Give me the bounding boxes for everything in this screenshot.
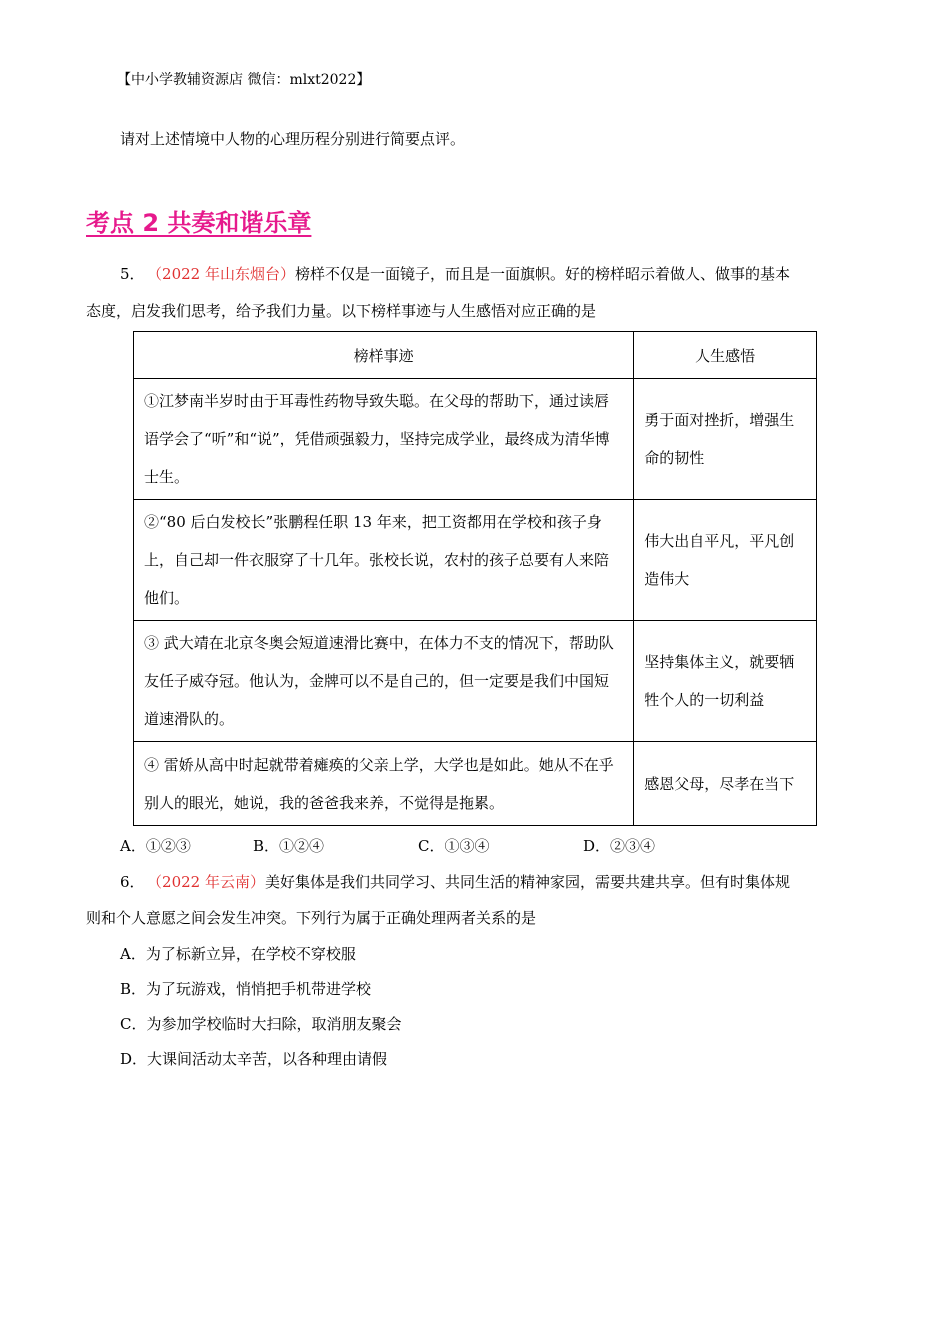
intro-text: 请对上述情境中人物的心理历程分别进行简要点评。	[120, 130, 466, 148]
table-row	[134, 379, 817, 500]
option-d[interactable]: D．大课间活动太辛苦，以各种理由请假	[120, 1050, 388, 1068]
deed-cell: ①江梦南半岁时由于耳毒性药物导致失聪。在父母的帮助下，通过读唇语学会了“听”和“说”，凭借顽强毅力，坚持完成学业，最终成为清华博士生。	[144, 392, 610, 486]
table-header-deed: 榜样事迹	[134, 332, 634, 379]
option-a[interactable]: A．①②③	[120, 837, 191, 855]
question-stem: 榜样不仅是一面镜子，而且是一面旗帜。好的榜样昭示着做人、做事的基本	[295, 265, 791, 283]
insight-cell: 坚持集体主义，就要牺牲个人的一切利益	[644, 653, 795, 709]
question-stem: 美好集体是我们共同学习、共同生活的精神家园，需要共建共享。但有时集体规	[265, 873, 791, 891]
deed-cell: ④ 雷娇从高中时起就带着瘫痪的父亲上学，大学也是如此。她从不在乎别人的眼光，她说，我的爸爸我来养，不觉得是拖累。	[144, 755, 614, 812]
insight-cell: 感恩父母，尽孝在当下	[644, 774, 795, 793]
question-6-line1	[120, 871, 790, 892]
question-5-line2: 态度，启发我们思考，给予我们力量。以下榜样事迹与人生感悟对应正确的是	[86, 302, 597, 320]
deed-cell: ②“80 后白发校长”张鹏程任职 13 年来，把工资都用在学校和孩子身上，自己却一件衣服穿了十几年。张校长说，农村的孩子总要有人来陪他们。	[144, 513, 610, 607]
question-number: 5．	[120, 265, 145, 283]
question-source: （2022 年山东烟台）	[154, 265, 295, 283]
question-6-line2: 则和个人意愿之间会发生冲突。下列行为属于正确处理两者关系的是	[86, 909, 537, 927]
option-b[interactable]: B．为了玩游戏，悄悄把手机带进学校	[120, 980, 372, 998]
table-header-insight: 人生感悟	[634, 332, 817, 379]
option-d[interactable]: D．②③④	[583, 837, 656, 855]
table-row	[134, 621, 817, 742]
question-source: （2022 年云南）	[154, 873, 265, 891]
table-row	[134, 742, 817, 826]
option-c[interactable]: C．①③④	[418, 837, 490, 855]
page-header: 【中小学教辅资源店 微信：mlxt2022】	[117, 72, 371, 88]
question-5-line1	[120, 263, 790, 284]
option-c[interactable]: C．为参加学校临时大扫除，取消朋友聚会	[120, 1015, 402, 1033]
section-title: 考点 2 共奏和谐乐章	[86, 209, 312, 237]
insight-cell: 伟大出自平凡，平凡创造伟大	[644, 532, 795, 588]
table-row	[134, 500, 817, 621]
question-number: 6．	[120, 873, 145, 891]
option-b[interactable]: B．①②④	[253, 837, 325, 855]
role-model-table	[133, 331, 817, 826]
option-a[interactable]: A．为了标新立异，在学校不穿校服	[120, 945, 356, 963]
deed-cell: ③ 武大靖在北京冬奥会短道速滑比赛中，在体力不支的情况下，帮助队友任子威夺冠。他认为，金牌可以不是自己的，但一定要是我们中国短道速滑队的。	[144, 634, 614, 728]
insight-cell: 勇于面对挫折，增强生命的韧性	[644, 411, 795, 467]
